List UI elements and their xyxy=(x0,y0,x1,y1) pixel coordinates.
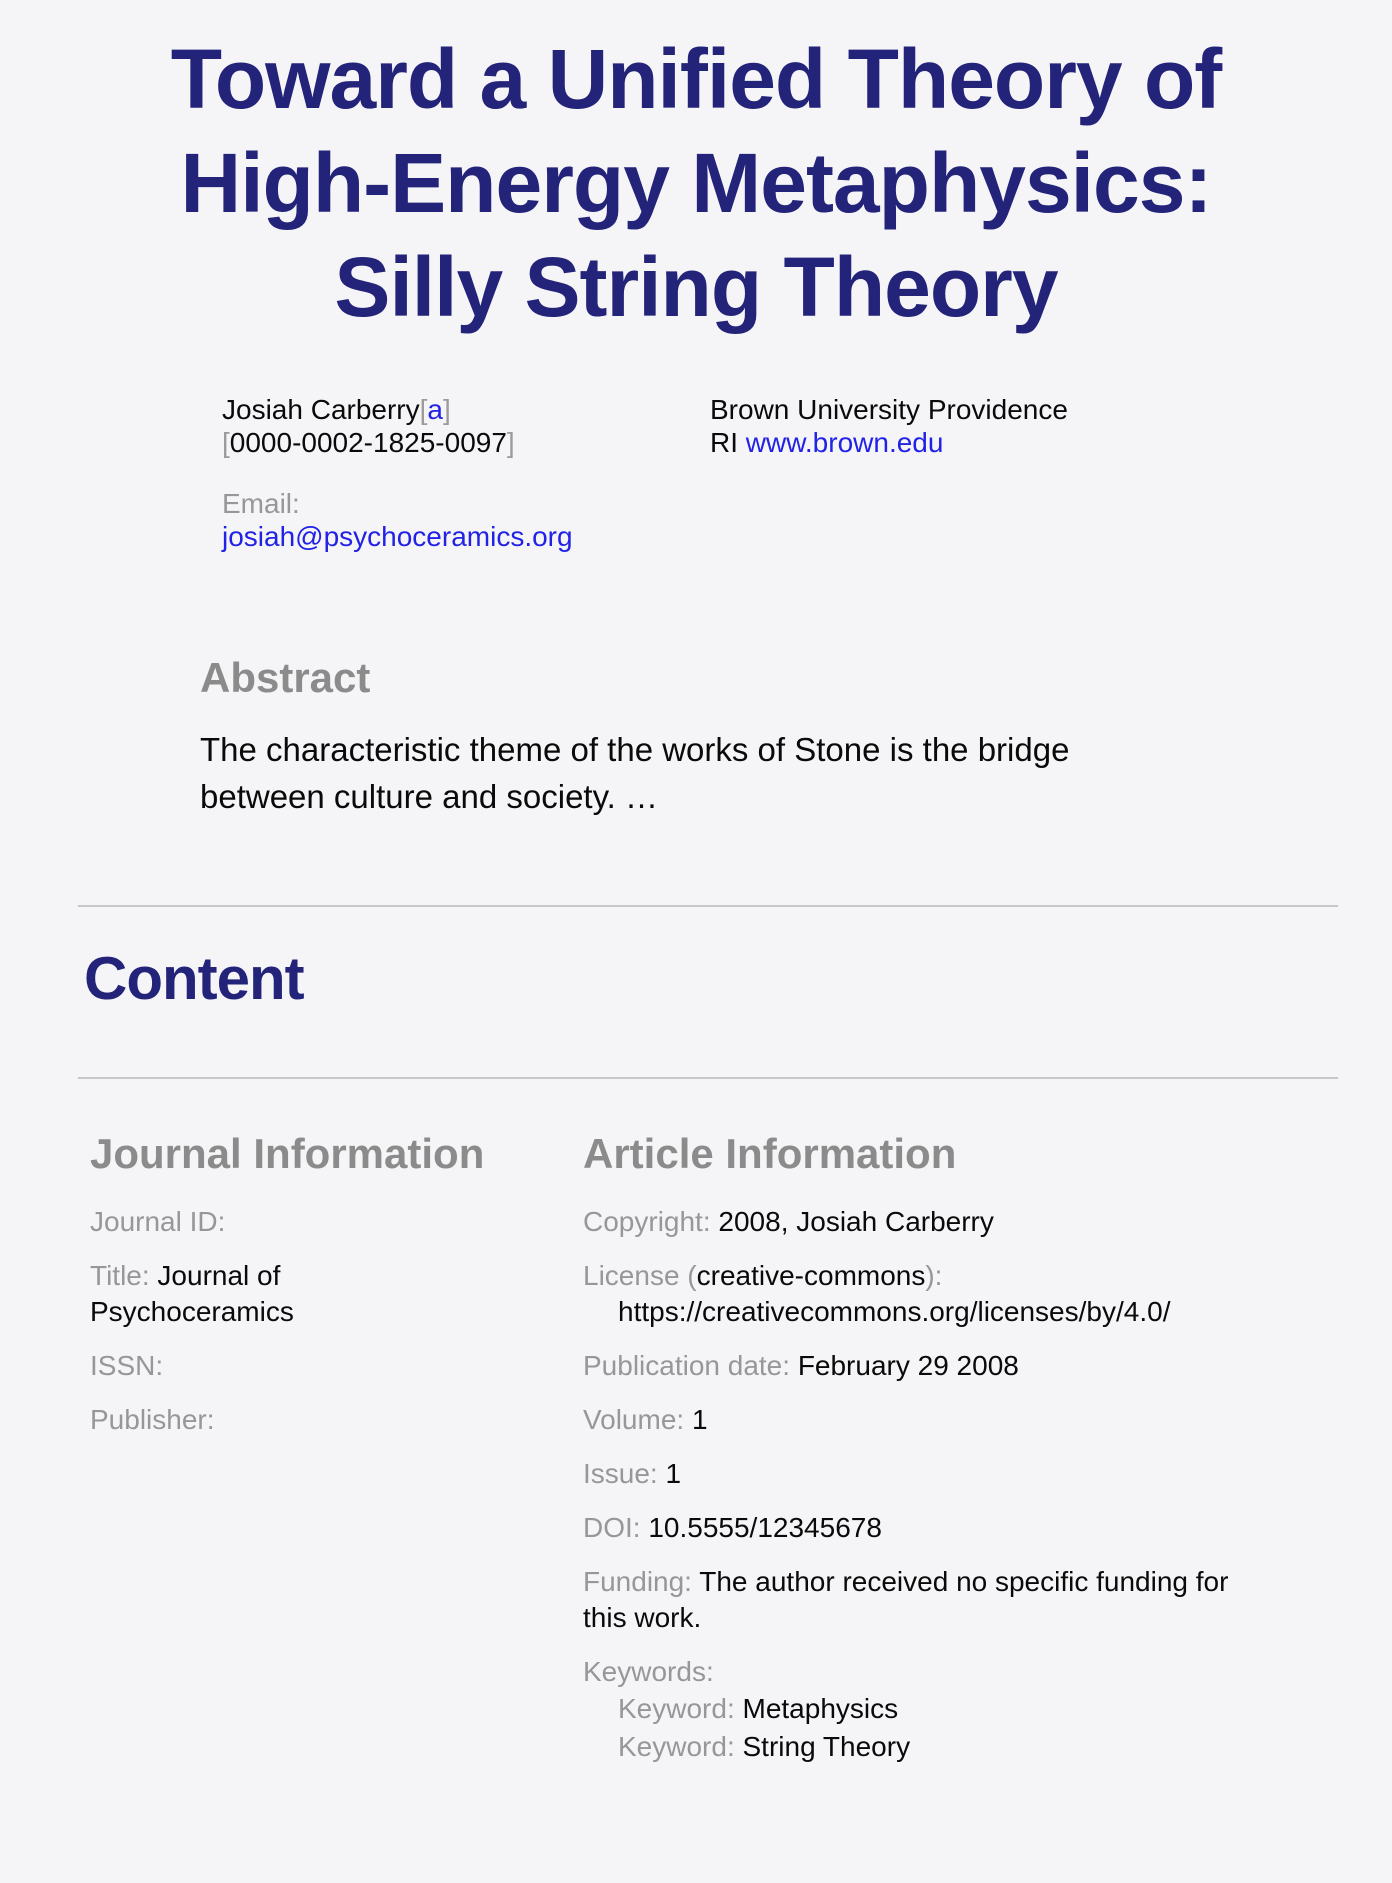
divider-below-content xyxy=(78,1077,1338,1079)
abstract-heading: Abstract xyxy=(200,654,371,702)
keyword-value: Metaphysics xyxy=(742,1693,899,1725)
article-title xyxy=(30,27,1362,339)
metadata-columns xyxy=(90,1129,1338,1784)
journal-id-row xyxy=(90,1204,463,1240)
footnote-close-bracket: ] xyxy=(443,394,451,426)
author-orcid: 0000-0002-1825-0097 xyxy=(229,427,507,459)
article-title-line-3: Silly String Theory xyxy=(334,240,1058,335)
publisher-label: Publisher: xyxy=(90,1404,215,1436)
doi-value: 10.5555/12345678 xyxy=(648,1512,882,1544)
copyright-value: 2008, Josiah Carberry xyxy=(718,1206,994,1238)
keywords-label: Keywords: xyxy=(583,1656,714,1688)
license-label-close: ): xyxy=(925,1260,943,1292)
abstract-text: The characteristic theme of the works of Stone is the bridge between culture and society. … xyxy=(200,730,1070,815)
abstract-section xyxy=(200,653,1272,819)
article-information-column xyxy=(583,1129,1231,1784)
author-email-link[interactable]: josiah@psychoceramics.org xyxy=(222,521,573,553)
affiliation-line-2 xyxy=(710,426,1082,459)
author-affiliation xyxy=(710,393,1082,553)
author-block xyxy=(222,393,1338,553)
affiliation-url-link[interactable]: www.brown.edu xyxy=(745,427,944,459)
journal-title-label: Title: xyxy=(90,1260,158,1292)
issue-value: 1 xyxy=(665,1458,682,1490)
footnote-open-bracket: [ xyxy=(419,394,428,426)
funding-label: Funding: xyxy=(583,1566,700,1598)
issn-label: ISSN: xyxy=(90,1350,164,1382)
doi-row xyxy=(583,1510,1231,1546)
publication-date-value: February 29 2008 xyxy=(797,1350,1019,1382)
keyword-value: String Theory xyxy=(742,1731,911,1763)
keyword-item xyxy=(583,1690,1231,1728)
author-identity xyxy=(222,393,710,553)
journal-information-column xyxy=(90,1129,583,1456)
affiliation-line-1: Brown University Providence xyxy=(710,394,1068,426)
doi-label: DOI: xyxy=(583,1512,649,1544)
publisher-row xyxy=(90,1402,463,1438)
author-footnote-link[interactable]: a xyxy=(427,394,443,426)
keyword-label: Keyword: xyxy=(618,1731,743,1763)
orcid-open-bracket: [ xyxy=(222,427,230,459)
volume-row xyxy=(583,1402,1231,1438)
divider-above-content xyxy=(78,905,1338,907)
keywords-row xyxy=(583,1654,1231,1766)
affiliation-state: RI xyxy=(710,427,746,459)
orcid-close-bracket: ] xyxy=(506,427,515,459)
author-name: Josiah Carberry xyxy=(222,394,420,426)
journal-title-value: Journal of Psychoceramics xyxy=(90,1260,294,1328)
article-information-heading: Article Information xyxy=(583,1129,957,1177)
license-url: https://creativecommons.org/licenses/by/4.0/ xyxy=(618,1296,1171,1328)
funding-row xyxy=(583,1564,1231,1636)
funding-value: The author received no specific funding for this work. xyxy=(583,1566,1229,1634)
license-row xyxy=(583,1258,1231,1330)
license-label-line xyxy=(583,1258,1231,1294)
article-title-line-2: High-Energy Metaphysics: xyxy=(180,136,1212,231)
copyright-row xyxy=(583,1204,1231,1240)
author-name-line xyxy=(222,393,710,426)
license-label-open: License ( xyxy=(583,1260,697,1292)
publication-date-label: Publication date: xyxy=(583,1350,798,1382)
journal-information-heading: Journal Information xyxy=(90,1129,485,1177)
email-label: Email: xyxy=(222,488,300,520)
volume-label: Volume: xyxy=(583,1404,692,1436)
issn-row xyxy=(90,1348,463,1384)
journal-id-label: Journal ID: xyxy=(90,1206,226,1238)
journal-title-row xyxy=(90,1258,463,1330)
author-email-block xyxy=(222,487,710,553)
article-title-line-1: Toward a Unified Theory of xyxy=(170,32,1222,126)
publication-date-row xyxy=(583,1348,1231,1384)
keyword-label: Keyword: xyxy=(618,1693,743,1725)
keyword-item xyxy=(583,1728,1231,1766)
issue-row xyxy=(583,1456,1231,1492)
content-heading: Content xyxy=(84,944,304,1012)
copyright-label: Copyright: xyxy=(583,1206,719,1238)
issue-label: Issue: xyxy=(583,1458,666,1490)
license-type: creative-commons xyxy=(696,1260,926,1292)
volume-value: 1 xyxy=(691,1404,708,1436)
author-orcid-line xyxy=(222,426,710,459)
